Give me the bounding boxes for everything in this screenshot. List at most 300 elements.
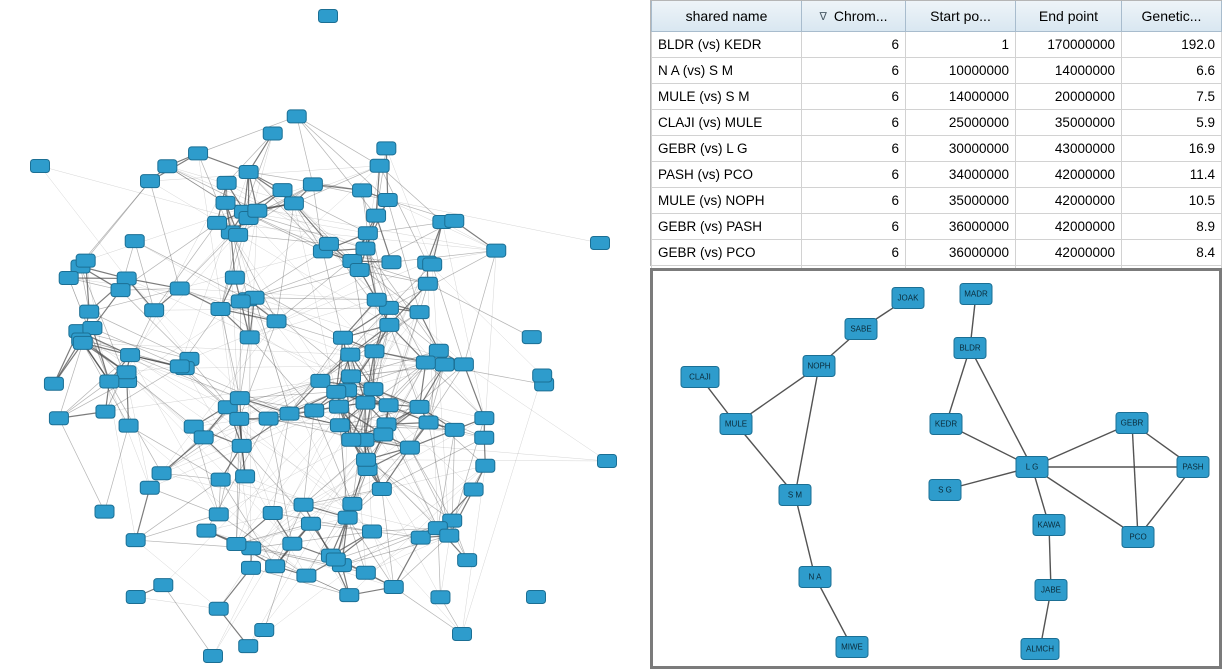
network-node[interactable] (119, 419, 138, 432)
network-node-box[interactable] (117, 272, 136, 285)
network-node[interactable] (1016, 457, 1048, 478)
network-node-box[interactable] (342, 433, 361, 446)
table-cell[interactable]: 42000000 (1016, 162, 1122, 188)
network-node-box[interactable] (326, 553, 345, 566)
network-node-box[interactable] (96, 405, 115, 418)
network-node-box[interactable] (170, 360, 189, 373)
table-row[interactable] (652, 162, 1222, 188)
network-node[interactable] (31, 160, 50, 173)
network-node-box[interactable] (59, 271, 78, 284)
network-node[interactable] (266, 560, 285, 573)
table-cell[interactable]: 36000000 (906, 240, 1016, 266)
network-node-box[interactable] (343, 497, 362, 510)
network-node[interactable] (384, 581, 403, 594)
network-node[interactable] (370, 159, 389, 172)
network-node[interactable] (170, 360, 189, 373)
network-node[interactable] (379, 399, 398, 412)
network-node-box[interactable] (231, 295, 250, 308)
network-node[interactable] (416, 356, 435, 369)
network-node[interactable] (458, 554, 477, 567)
table-cell[interactable]: 20000000 (1016, 84, 1122, 110)
table-cell[interactable]: 14000000 (906, 84, 1016, 110)
network-node[interactable] (522, 331, 541, 344)
table-cell[interactable]: GEBR (vs) L G (652, 136, 802, 162)
network-node-box[interactable] (378, 194, 397, 207)
network-node[interactable] (170, 282, 189, 295)
network-node-box[interactable] (319, 10, 338, 23)
network-node[interactable] (239, 166, 258, 179)
network-node-box[interactable] (418, 277, 437, 290)
network-node[interactable] (330, 419, 349, 432)
network-node-box[interactable] (284, 197, 303, 210)
network-node[interactable] (357, 453, 376, 466)
network-node[interactable] (80, 305, 99, 318)
network-node[interactable] (475, 431, 494, 444)
network-node-box[interactable] (255, 624, 274, 637)
network-node[interactable] (929, 480, 961, 501)
network-node[interactable] (1122, 527, 1154, 548)
network-node[interactable] (126, 534, 145, 547)
network-node[interactable] (158, 160, 177, 173)
network-node-box[interactable] (239, 166, 258, 179)
network-node[interactable] (353, 184, 372, 197)
network-node[interactable] (189, 147, 208, 160)
network-node-box[interactable] (208, 216, 227, 229)
table-cell[interactable]: 6 (802, 110, 906, 136)
network-node[interactable] (227, 538, 246, 551)
network-node-box[interactable] (267, 315, 286, 328)
table-cell[interactable]: CLAJI (vs) MULE (652, 110, 802, 136)
network-node-box[interactable] (225, 271, 244, 284)
network-node-box[interactable] (259, 412, 278, 425)
network-node-box[interactable] (384, 581, 403, 594)
network-node-box[interactable] (487, 244, 506, 257)
network-node[interactable] (273, 184, 292, 197)
network-node[interactable] (154, 579, 173, 592)
network-node-box[interactable] (211, 473, 230, 486)
network-node-box[interactable] (319, 237, 338, 250)
network-node[interactable] (681, 367, 719, 388)
network-node-box[interactable] (440, 529, 459, 542)
network-node[interactable] (194, 431, 213, 444)
network-node[interactable] (1035, 580, 1067, 601)
network-node[interactable] (117, 366, 136, 379)
network-node[interactable] (342, 433, 361, 446)
network-node[interactable] (141, 175, 160, 188)
network-node[interactable] (236, 470, 255, 483)
network-node-box[interactable] (119, 419, 138, 432)
network-node-box[interactable] (367, 209, 386, 222)
results-table[interactable] (651, 1, 1222, 292)
network-node-box[interactable] (370, 159, 389, 172)
network-node-box[interactable] (453, 628, 472, 641)
network-node[interactable] (954, 338, 986, 359)
table-cell[interactable]: 1 (906, 32, 1016, 58)
network-node[interactable] (720, 414, 752, 435)
table-cell[interactable]: 6.6 (1122, 58, 1222, 84)
table-column-header[interactable] (652, 1, 802, 32)
network-node-box[interactable] (374, 428, 393, 441)
network-node-box[interactable] (204, 650, 223, 663)
network-node-box[interactable] (117, 366, 136, 379)
network-node[interactable] (319, 237, 338, 250)
network-node[interactable] (280, 407, 299, 420)
network-node-box[interactable] (241, 561, 260, 574)
network-node[interactable] (1021, 639, 1059, 660)
network-node[interactable] (283, 537, 302, 550)
network-node[interactable] (230, 412, 249, 425)
network-node-box[interactable] (152, 467, 171, 480)
network-node-box[interactable] (194, 431, 213, 444)
network-node[interactable] (231, 295, 250, 308)
network-node[interactable] (400, 441, 419, 454)
network-node-box[interactable] (410, 400, 429, 413)
table-row[interactable] (652, 58, 1222, 84)
table-cell[interactable]: 192.0 (1122, 32, 1222, 58)
network-node[interactable] (327, 385, 346, 398)
small-network-canvas[interactable] (653, 271, 1219, 666)
network-node[interactable] (338, 511, 357, 524)
network-node[interactable] (229, 228, 248, 241)
network-node-box[interactable] (140, 481, 159, 494)
network-node[interactable] (423, 258, 442, 271)
network-node[interactable] (329, 400, 348, 413)
network-node-box[interactable] (121, 349, 140, 362)
network-node[interactable] (311, 374, 330, 387)
network-node-box[interactable] (382, 256, 401, 269)
network-node-box[interactable] (294, 498, 313, 511)
network-node-box[interactable] (358, 227, 377, 240)
table-cell[interactable]: 16.9 (1122, 136, 1222, 162)
network-node[interactable] (779, 485, 811, 506)
network-node[interactable] (453, 628, 472, 641)
network-node[interactable] (358, 227, 377, 240)
network-node-box[interactable] (367, 293, 386, 306)
network-node-box[interactable] (141, 175, 160, 188)
network-node[interactable] (263, 127, 282, 140)
network-node-box[interactable] (533, 369, 552, 382)
network-node[interactable] (209, 508, 228, 521)
network-node-box[interactable] (416, 356, 435, 369)
network-node-box[interactable] (100, 375, 119, 388)
network-node-box[interactable] (476, 459, 495, 472)
network-node[interactable] (297, 569, 316, 582)
network-node-box[interactable] (197, 524, 216, 537)
network-node[interactable] (418, 277, 437, 290)
table-cell[interactable]: 10.5 (1122, 188, 1222, 214)
network-node-box[interactable] (362, 525, 381, 538)
table-cell[interactable]: 35000000 (1016, 110, 1122, 136)
table-cell[interactable]: 30000000 (906, 136, 1016, 162)
network-node-box[interactable] (283, 537, 302, 550)
network-node-box[interactable] (305, 404, 324, 417)
network-node-box[interactable] (527, 591, 546, 604)
network-node[interactable] (464, 483, 483, 496)
table-row[interactable] (652, 136, 1222, 162)
network-node-box[interactable] (356, 396, 375, 409)
table-cell[interactable]: MULE (vs) S M (652, 84, 802, 110)
network-node[interactable] (59, 271, 78, 284)
network-node-box[interactable] (126, 590, 145, 603)
network-node-box[interactable] (76, 254, 95, 267)
network-node-box[interactable] (454, 358, 473, 371)
table-cell[interactable]: 42000000 (1016, 188, 1122, 214)
table-cell[interactable]: 6 (802, 214, 906, 240)
network-node[interactable] (209, 602, 228, 615)
network-node-box[interactable] (357, 453, 376, 466)
network-node[interactable] (121, 349, 140, 362)
network-node[interactable] (476, 459, 495, 472)
network-node-box[interactable] (400, 441, 419, 454)
network-node-box[interactable] (297, 569, 316, 582)
network-node-box[interactable] (239, 640, 258, 653)
network-node-box[interactable] (232, 439, 251, 452)
network-node-box[interactable] (598, 455, 617, 468)
network-node[interactable] (845, 319, 877, 340)
network-node-box[interactable] (125, 235, 144, 248)
network-node-box[interactable] (230, 392, 249, 405)
network-node[interactable] (230, 392, 249, 405)
network-node-box[interactable] (364, 383, 383, 396)
network-node[interactable] (892, 288, 924, 309)
network-node[interactable] (208, 216, 227, 229)
network-node-box[interactable] (445, 423, 464, 436)
network-node-box[interactable] (522, 331, 541, 344)
table-cell[interactable]: 10000000 (906, 58, 1016, 84)
network-node-box[interactable] (350, 263, 369, 276)
table-cell[interactable]: GEBR (vs) PASH (652, 214, 802, 240)
network-node-box[interactable] (301, 517, 320, 530)
network-node[interactable] (239, 640, 258, 653)
network-node-box[interactable] (329, 400, 348, 413)
network-node[interactable] (377, 142, 396, 155)
network-node-box[interactable] (379, 399, 398, 412)
network-node-box[interactable] (236, 470, 255, 483)
network-node[interactable] (248, 204, 267, 217)
table-cell[interactable]: 11.4 (1122, 162, 1222, 188)
network-node[interactable] (294, 498, 313, 511)
network-node[interactable] (410, 400, 429, 413)
network-node-box[interactable] (340, 589, 359, 602)
network-node[interactable] (211, 303, 230, 316)
network-node-box[interactable] (431, 591, 450, 604)
table-cell[interactable]: 42000000 (1016, 214, 1122, 240)
network-node[interactable] (152, 467, 171, 480)
network-node[interactable] (340, 589, 359, 602)
table-cell[interactable]: 6 (802, 58, 906, 84)
network-node[interactable] (232, 439, 251, 452)
table-column-header[interactable] (906, 1, 1016, 32)
network-node[interactable] (140, 481, 159, 494)
table-cell[interactable]: 6 (802, 136, 906, 162)
small-network-view[interactable] (650, 268, 1222, 669)
network-node-box[interactable] (591, 237, 610, 250)
network-node[interactable] (319, 10, 338, 23)
network-node[interactable] (930, 414, 962, 435)
network-node[interactable] (126, 590, 145, 603)
network-node-box[interactable] (211, 303, 230, 316)
network-node-box[interactable] (372, 483, 391, 496)
network-node[interactable] (341, 348, 360, 361)
network-node[interactable] (197, 524, 216, 537)
table-cell[interactable]: 6 (802, 240, 906, 266)
network-node[interactable] (356, 396, 375, 409)
table-cell[interactable]: 6 (802, 162, 906, 188)
table-body[interactable] (652, 32, 1222, 292)
network-node-box[interactable] (429, 344, 448, 357)
network-node[interactable] (362, 525, 381, 538)
network-node-box[interactable] (217, 176, 236, 189)
table-cell[interactable]: 6 (802, 188, 906, 214)
network-node[interactable] (435, 358, 454, 371)
network-node[interactable] (350, 263, 369, 276)
table-row[interactable] (652, 110, 1222, 136)
network-node[interactable] (217, 176, 236, 189)
table-cell[interactable]: GEBR (vs) PCO (652, 240, 802, 266)
network-node-box[interactable] (327, 385, 346, 398)
network-node-box[interactable] (458, 554, 477, 567)
network-node[interactable] (303, 178, 322, 191)
network-node-box[interactable] (380, 318, 399, 331)
network-node[interactable] (372, 483, 391, 496)
network-node-box[interactable] (145, 304, 164, 317)
network-node-box[interactable] (209, 508, 228, 521)
network-node[interactable] (475, 412, 494, 425)
network-node[interactable] (364, 383, 383, 396)
table-column-header[interactable] (1122, 1, 1222, 32)
network-node-box[interactable] (411, 531, 430, 544)
network-node[interactable] (305, 404, 324, 417)
network-node[interactable] (367, 293, 386, 306)
network-node-box[interactable] (263, 507, 282, 520)
network-node-box[interactable] (353, 184, 372, 197)
network-node[interactable] (836, 637, 868, 658)
network-node[interactable] (49, 412, 68, 425)
network-node-box[interactable] (303, 178, 322, 191)
network-node-box[interactable] (330, 419, 349, 432)
network-node[interactable] (374, 428, 393, 441)
network-node-box[interactable] (423, 258, 442, 271)
network-node-box[interactable] (263, 127, 282, 140)
table-cell[interactable]: 7.5 (1122, 84, 1222, 110)
table-cell[interactable]: BLDR (vs) KEDR (652, 32, 802, 58)
network-node-box[interactable] (338, 511, 357, 524)
network-node[interactable] (1033, 515, 1065, 536)
network-node-box[interactable] (248, 204, 267, 217)
network-node[interactable] (241, 561, 260, 574)
table-row[interactable] (652, 214, 1222, 240)
table-cell[interactable]: 5.9 (1122, 110, 1222, 136)
network-node[interactable] (211, 473, 230, 486)
network-node[interactable] (301, 517, 320, 530)
network-node-box[interactable] (240, 331, 259, 344)
table-cell[interactable]: 34000000 (906, 162, 1016, 188)
network-node[interactable] (95, 505, 114, 518)
network-node-box[interactable] (31, 160, 50, 173)
network-node-box[interactable] (95, 505, 114, 518)
network-node[interactable] (1177, 457, 1209, 478)
table-row[interactable] (652, 240, 1222, 266)
network-node[interactable] (117, 272, 136, 285)
table-cell[interactable]: 8.9 (1122, 214, 1222, 240)
network-node[interactable] (591, 237, 610, 250)
network-node-box[interactable] (209, 602, 228, 615)
network-node[interactable] (429, 344, 448, 357)
network-node[interactable] (803, 356, 835, 377)
network-node-box[interactable] (356, 242, 375, 255)
table-cell[interactable]: 8.4 (1122, 240, 1222, 266)
network-node[interactable] (333, 331, 352, 344)
network-node-box[interactable] (80, 305, 99, 318)
network-node-box[interactable] (216, 196, 235, 209)
network-node[interactable] (326, 553, 345, 566)
network-node[interactable] (125, 235, 144, 248)
network-node[interactable] (73, 336, 92, 349)
network-node[interactable] (263, 507, 282, 520)
network-node-box[interactable] (44, 377, 63, 390)
network-node[interactable] (204, 650, 223, 663)
network-node[interactable] (411, 531, 430, 544)
network-node-box[interactable] (73, 336, 92, 349)
table-row[interactable] (652, 32, 1222, 58)
small-network-nodes[interactable] (681, 284, 1209, 660)
table-column-header[interactable] (802, 1, 906, 32)
network-node[interactable] (454, 358, 473, 371)
network-node-box[interactable] (445, 214, 464, 227)
network-node-box[interactable] (170, 282, 189, 295)
network-node-box[interactable] (273, 184, 292, 197)
network-node-box[interactable] (435, 358, 454, 371)
table-cell[interactable]: 36000000 (906, 214, 1016, 240)
network-node[interactable] (1116, 413, 1148, 434)
network-node-box[interactable] (49, 412, 68, 425)
network-node-box[interactable] (333, 331, 352, 344)
network-node[interactable] (382, 256, 401, 269)
table-cell[interactable]: 43000000 (1016, 136, 1122, 162)
network-node[interactable] (598, 455, 617, 468)
network-node[interactable] (96, 405, 115, 418)
network-node[interactable] (445, 214, 464, 227)
network-node[interactable] (527, 591, 546, 604)
table-cell[interactable]: 25000000 (906, 110, 1016, 136)
network-node[interactable] (342, 370, 361, 383)
network-node-box[interactable] (229, 228, 248, 241)
network-node-box[interactable] (341, 348, 360, 361)
network-node[interactable] (799, 567, 831, 588)
network-node[interactable] (111, 284, 130, 297)
network-node-box[interactable] (158, 160, 177, 173)
table-cell[interactable]: 42000000 (1016, 240, 1122, 266)
network-node-box[interactable] (287, 110, 306, 123)
network-node-box[interactable] (475, 412, 494, 425)
network-node[interactable] (225, 271, 244, 284)
network-node[interactable] (259, 412, 278, 425)
network-node[interactable] (378, 194, 397, 207)
network-node-box[interactable] (356, 566, 375, 579)
network-node-box[interactable] (475, 431, 494, 444)
network-node[interactable] (356, 242, 375, 255)
network-node-box[interactable] (189, 147, 208, 160)
table-cell[interactable]: 35000000 (906, 188, 1016, 214)
network-node[interactable] (255, 624, 274, 637)
network-node-box[interactable] (410, 306, 429, 319)
network-node[interactable] (487, 244, 506, 257)
network-node[interactable] (365, 345, 384, 358)
network-node[interactable] (410, 306, 429, 319)
table-cell[interactable]: N A (vs) S M (652, 58, 802, 84)
network-node[interactable] (76, 254, 95, 267)
table-cell[interactable]: 6 (802, 32, 906, 58)
